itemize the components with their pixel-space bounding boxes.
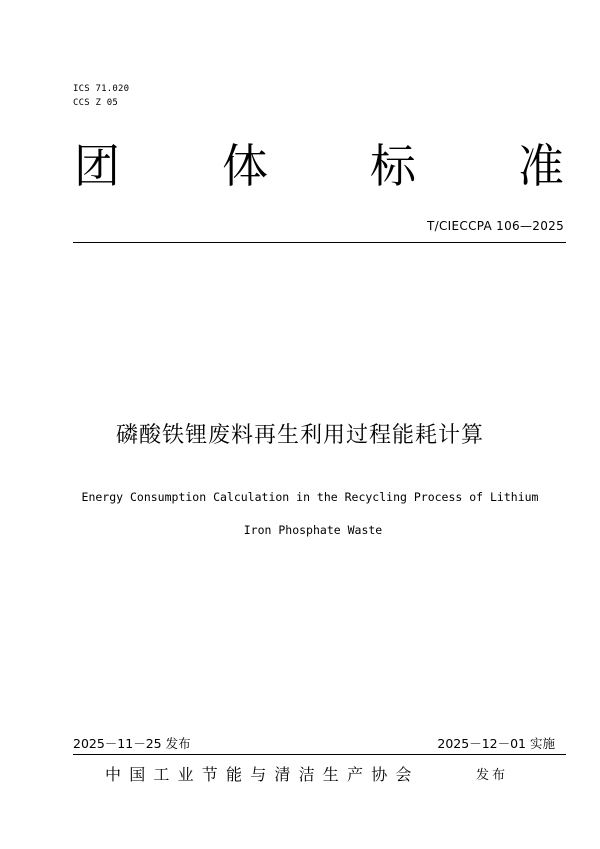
publish-date: 2025－11－25 发布 [73,736,191,751]
issue-label: 发布 [476,768,509,783]
document-title-cn: 磷酸铁锂废料再生利用过程能耗计算 [115,423,484,448]
issuing-organization: 中国工业节能与清洁生产协会 [105,765,420,784]
heading-char-3: 标 [370,139,416,193]
document-title-en-line2: Iron Phosphate Waste [243,523,383,537]
implement-date: 2025－12－01 实施 [437,736,555,751]
heading-char-2: 体 [222,139,268,193]
heading-char-4: 准 [518,139,564,193]
top-divider [73,242,566,243]
ics-code: ICS 71.020 [73,84,130,94]
heading-char-1: 团 [74,139,120,193]
ccs-code: CCS Z 05 [73,98,118,108]
standard-number: T/CIECCPA 106—2025 [427,219,564,233]
bottom-divider [73,754,566,755]
document-title-en-line1: Energy Consumption Calculation in the Recycling Process of Lithium [81,490,539,504]
